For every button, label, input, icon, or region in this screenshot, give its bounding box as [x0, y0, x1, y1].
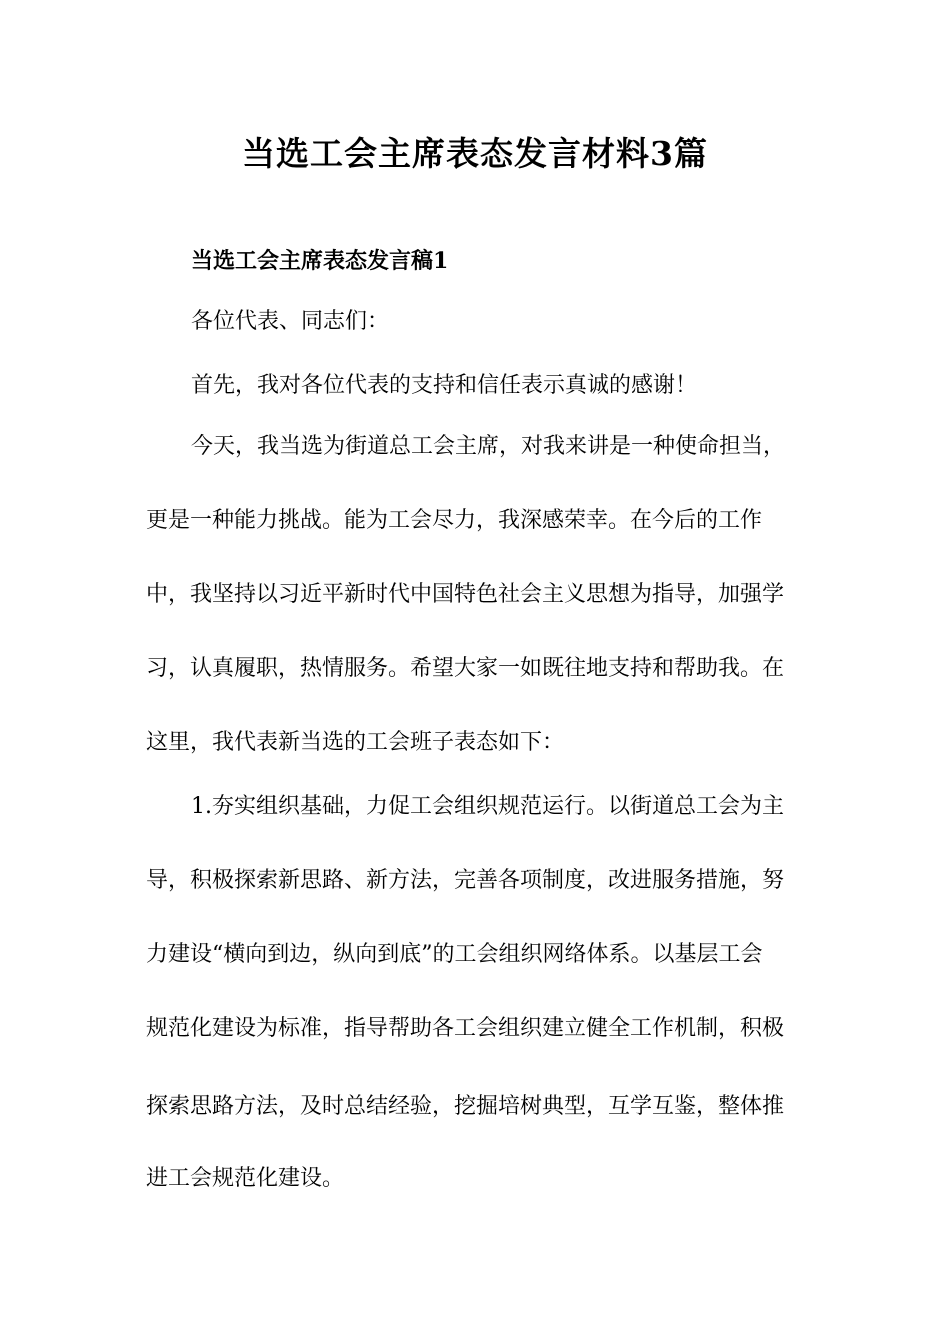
paragraph-line: 这里，我代表新当选的工会班子表态如下： — [146, 730, 565, 755]
paragraph-line: 力建设“横向到边，纵向到底”的工会组织网络体系。以基层工会 — [146, 942, 763, 967]
paragraph-line: 规范化建设为标准，指导帮助各工会组织建立健全工作机制，积极 — [146, 1016, 785, 1041]
salutation-line: 各位代表、同志们： — [191, 309, 390, 334]
document-title: 当选工会主席表态发言材料3篇 — [242, 134, 708, 173]
paragraph-line: 更是一种能力挑战。能为工会尽力，我深感荣幸。在今后的工作 — [146, 508, 763, 533]
paragraph-line: 1.夯实组织基础，力促工会组织规范运行。以街道总工会为主 — [191, 794, 784, 819]
thanks-line: 首先，我对各位代表的支持和信任表示真诚的感谢！ — [191, 373, 698, 398]
paragraph-line: 进工会规范化建设。 — [146, 1166, 345, 1191]
paragraph-line: 今天，我当选为街道总工会主席，对我来讲是一种使命担当， — [191, 434, 786, 459]
paragraph-line: 中，我坚持以习近平新时代中国特色社会主义思想为指导，加强学 — [146, 582, 785, 607]
paragraph-line: 导，积极探索新思路、新方法，完善各项制度，改进服务措施，努 — [146, 868, 785, 893]
paragraph-line: 探索思路方法，及时总结经验，挖掘培树典型，互学互鉴，整体推 — [146, 1094, 785, 1119]
section-heading: 当选工会主席表态发言稿1 — [191, 248, 449, 274]
paragraph-line: 习，认真履职，热情服务。希望大家一如既往地支持和帮助我。在 — [146, 656, 785, 681]
